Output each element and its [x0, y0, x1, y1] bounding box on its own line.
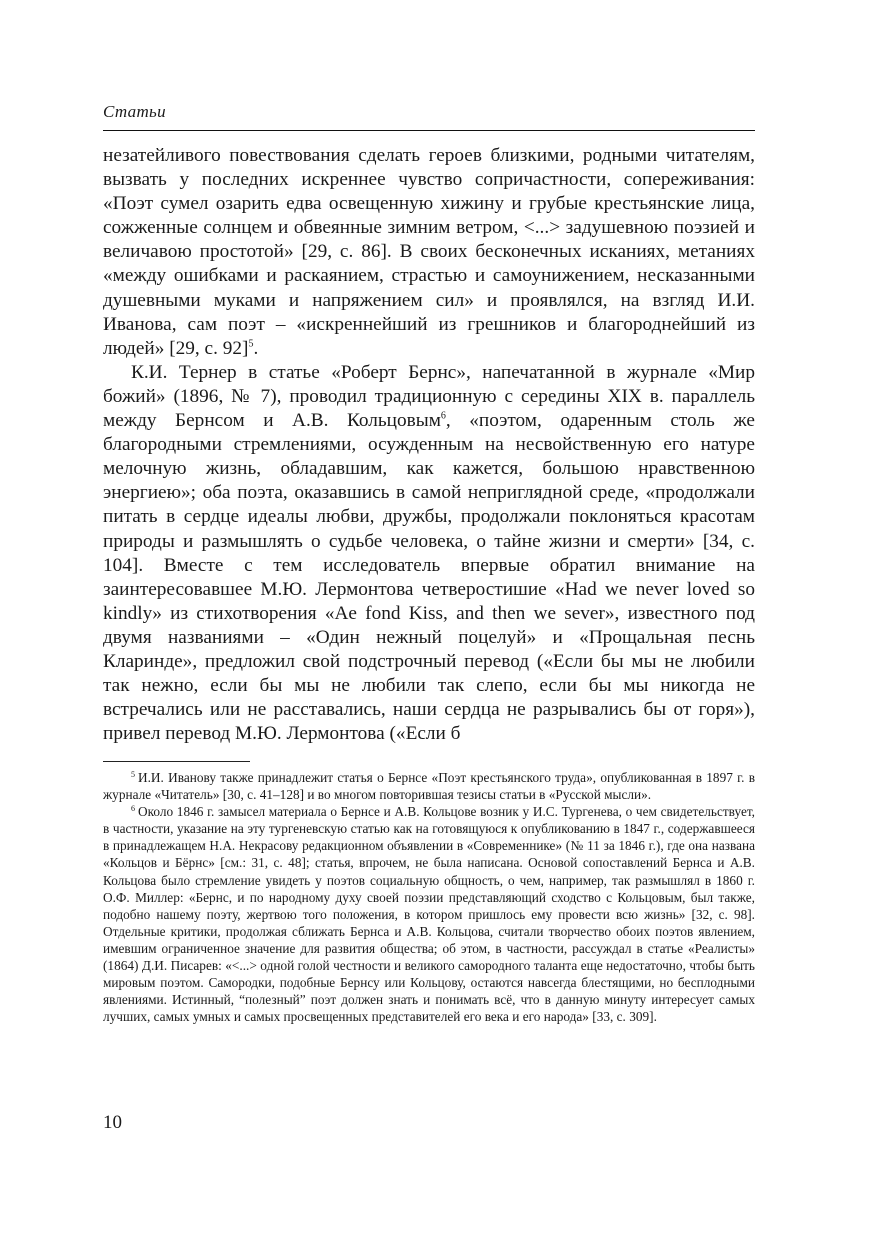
footnotes: [103, 769, 755, 1025]
paragraph-2-text-b: , «поэтом, одаренным столь же благородными стремлениями, осужденным на несвойственную его натуре мелочную жизнь, обладавшим, как кажется, большою нравственною энергиею»; оба поэта, оказавшись в самой неприглядной среде, «продолжали питать в сердце идеалы любви, дружбы, продолжали поклоняться красотам природы и размышлять о судьбе человека, о тайне жизни и смерти» [34, с. 104]. Вместе с тем исследователь впервые обратил внимание на заинтересовавшее М.Ю. Лермонтова четверостишие «Had we never loved so kindly» из стихотворения «Ae fond Kiss, and then we sever», известного под двумя названиями – «Один нежный поцелуй» и «Прощальная песнь Кларинде», предложил свой подстрочный перевод («Если бы мы не любили так нежно, если бы мы не любили так слепо, если бы мы никогда не встречались или не расставались, наши сердца не разрывались бы от горя»), привел перевод М.Ю. Лермонтова («Если б: [103, 410, 755, 745]
footnote-ref-5[interactable]: 5: [248, 338, 254, 350]
page-number: 10: [103, 1112, 122, 1133]
footnote-6-number: 6: [131, 803, 135, 813]
footnote-6: [103, 803, 755, 1025]
paragraph-1-end: .: [253, 337, 259, 359]
paragraph-2-text-a: К.И. Тернер в статье «Роберт Бернс», напечатанной в журнале «Мир божий» (1896, № 7), проводил традиционную с середины XIX в. параллель между Бернсом и А.В. Кольцовым: [103, 361, 755, 432]
footnote-5-number: 5: [131, 769, 135, 779]
footnote-5: [103, 769, 755, 803]
paragraph-turner: [103, 361, 755, 747]
main-text: [103, 144, 755, 746]
paragraph-continuation: [103, 144, 755, 361]
running-head-title: Статьи: [103, 102, 166, 121]
footnote-ref-6[interactable]: 6: [440, 410, 446, 422]
header-rule: [103, 130, 755, 131]
footnote-separator: [103, 761, 250, 762]
document-page: [103, 0, 755, 1241]
footnote-5-text: И.И. Иванову также принадлежит статья о Бернсе «Поэт крестьянского труда», опубликованная в 1897 г. в журнале «Читатель» [30, с. 41–128] и во многом повторившая тезисы статьи в «Русской мысли».: [103, 770, 755, 803]
footnote-6-text: Около 1846 г. замысел материала о Бернсе и А.В. Кольцове возник у И.С. Тургенева, о чем свидетельствует, в частности, указание на эту тургеневскую статью как на готовящуюся к опубликованию в 1847 г., содержавшееся в принадлежащем Н.А. Некрасову редакционном объявлении в «Современнике» (№ 11 за 1846 г.), где она названа «Кольцов и Бёрнс» [см.: 31, с. 48]; статья, впрочем, не была написана. Основой сопоставлений Бернса и А.В. Кольцова было стремление увидеть у поэтов социальную общность, о чем, например, так размышлял в 1860 г. О.Ф. Миллер: «Бернс, и по народному духу своей поэзии представляющий сходство с Кольцовым, был также, подобно нашему поэту, жертвою того положения, в котором пришлось ему провести всю жизнь» [32, с. 98]. Отдельные критики, продолжая сближать Бернса и А.В. Кольцова, считали творчество обоих поэтов явлением, имевшим ограниченное значение для развития общества; об этом, в частности, рассуждал в статье «Реалисты» (1864) Д.И. Писарев: «<...> одной голой честности и великого самородного таланта еще недостаточно, чтобы быть мировым поэтом. Самородки, подобные Бернсу или Кольцову, остаются навсегда блестящими, но бесплодными явлениями. Истинный, “полезный” поэт должен знать и понимать всё, что в данную минуту интересует самых лучших, самых умных и самых просвещенных представителей его века и его народа» [33, с. 309].: [103, 804, 755, 1025]
paragraph-1-text: незатейливого повествования сделать героев близкими, родными читателям, вызвать у последних искреннее чувство сопричастности, сопереживания: «Поэт сумел озарить едва освещенную хижину и грубые крестьянские лица, сожженные солнцем и обвеянные зимним ветром, <...> задушевною поэзией и величавою простотой» [29, с. 86]. В своих бесконечных исканиях, метаниях «между ошибками и раскаянием, страстью и самоунижением, несказанными душевными муками и напряжением сил» и проявлялся, на взгляд И.И. Иванова, сам поэт – «искреннейший из грешников и благороднейший из людей» [29, с. 92]: [103, 145, 755, 359]
